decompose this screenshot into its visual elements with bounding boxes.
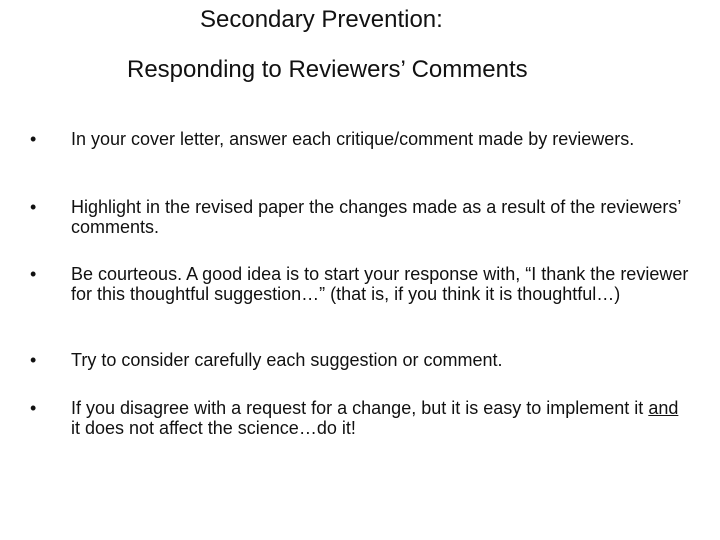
- slide-title-line-1: Secondary Prevention:: [200, 6, 443, 33]
- bullet-marker: •: [30, 264, 37, 284]
- bullet-marker: •: [30, 350, 37, 370]
- bullet-text-2: Highlight in the revised paper the changes made as a result of the reviewers’ comments.: [71, 197, 681, 237]
- bullet-text-5-part-2: it does not affect the science…do it!: [71, 418, 356, 438]
- bullet-text-4: Try to consider carefully each suggestion or comment.: [71, 350, 503, 370]
- bullet-marker: •: [30, 197, 37, 217]
- bullet-text-3: Be courteous. A good idea is to start your response with, “I thank the reviewer for this thoughtful suggestion…” (that is, if you think it is thoughtful…): [71, 264, 689, 304]
- bullet-text-5: [71, 398, 691, 438]
- bullet-text-5-emphasis: and: [648, 398, 679, 418]
- slide-title-line-2: Responding to Reviewers’ Comments: [127, 56, 528, 83]
- bullet-marker: •: [30, 129, 37, 149]
- bullet-text-5-part-1: If you disagree with a request for a change, but it is easy to implement it: [71, 398, 649, 418]
- bullet-marker: •: [30, 398, 37, 418]
- bullet-text-1: In your cover letter, answer each critique/comment made by reviewers.: [71, 129, 635, 149]
